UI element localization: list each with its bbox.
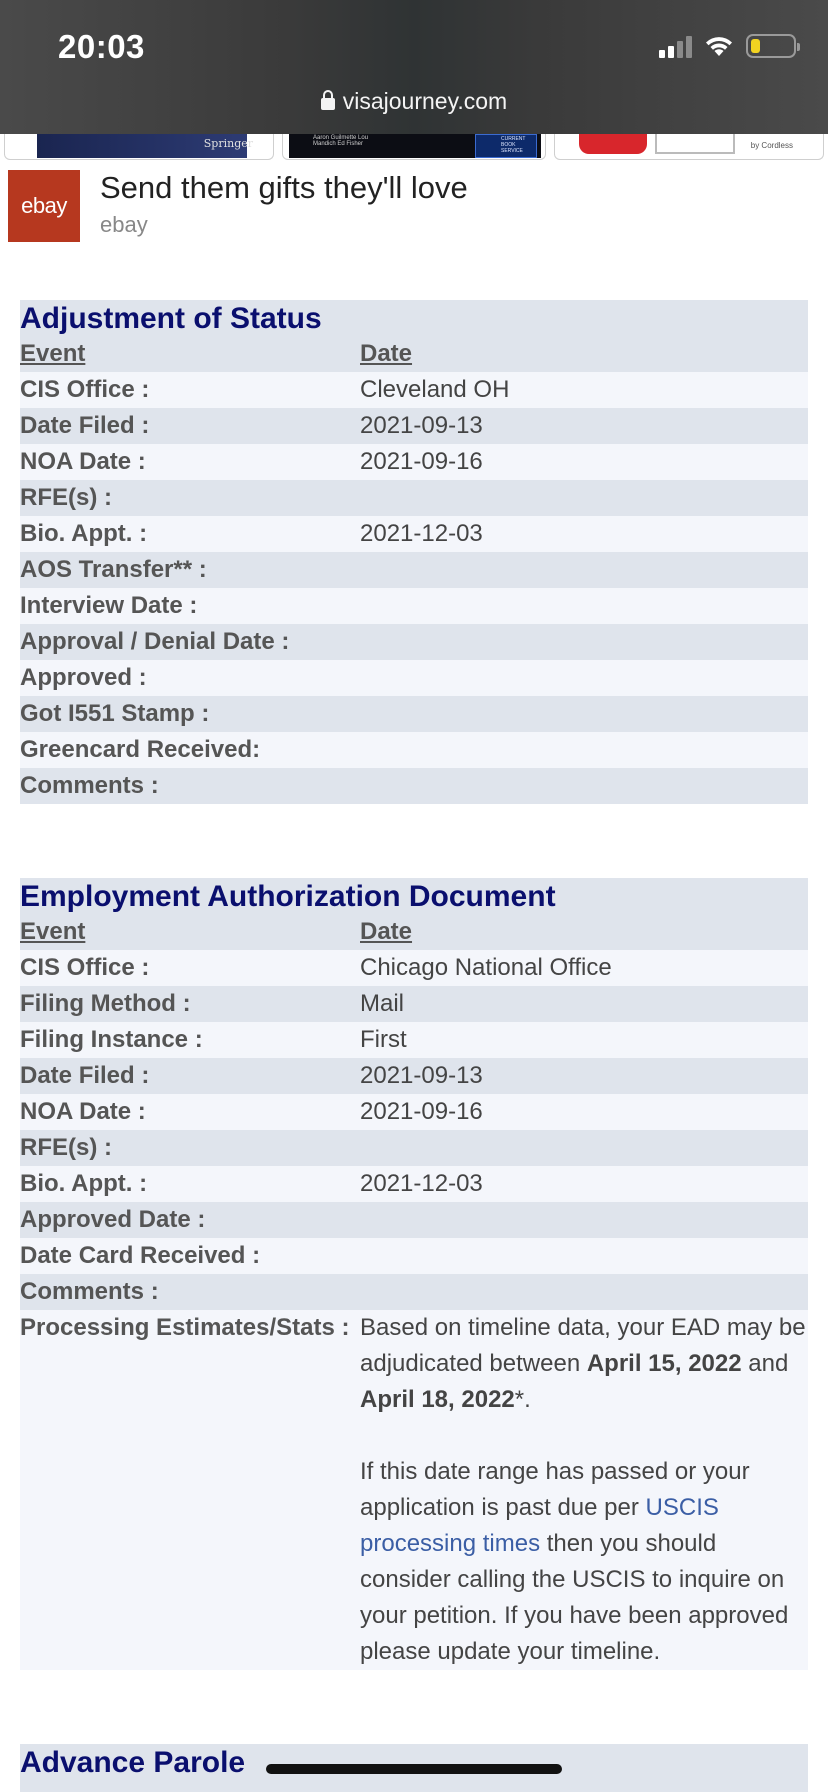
row-label: Processing Estimates/Stats : — [20, 1314, 350, 1341]
battery-icon — [746, 34, 796, 58]
ebay-logo: ebay — [8, 170, 80, 242]
table-row — [20, 1238, 808, 1274]
row-value — [360, 660, 808, 696]
row-value: 2021-09-16 — [360, 448, 483, 475]
aos-section — [20, 300, 808, 804]
estimate-text: and — [741, 1350, 789, 1377]
section-title: Employment Authorization Document — [20, 878, 808, 914]
table-row — [20, 1022, 808, 1058]
table-header — [20, 914, 808, 950]
processing-estimate-text — [360, 1310, 808, 1670]
row-value — [360, 1274, 808, 1310]
row-value: 2021-12-03 — [360, 1170, 483, 1197]
estimate-text: Based on timeline data, your EAD may be adjudicated between — [360, 1314, 806, 1377]
row-value — [360, 696, 808, 732]
estimate-text: If this date range has passed or your application is past due per — [360, 1458, 750, 1521]
row-label: Filing Instance : — [20, 1026, 203, 1053]
table-header — [20, 336, 808, 372]
wifi-icon — [704, 34, 734, 58]
row-label: Filing Method : — [20, 990, 191, 1017]
row-label: Date Filed : — [20, 412, 150, 439]
table-row — [20, 408, 808, 444]
table-row — [20, 588, 808, 624]
row-label: Interview Date : — [20, 592, 198, 619]
ad-thumbnail-strip — [0, 134, 828, 160]
row-value — [360, 768, 808, 804]
row-label: Approval / Denial Date : — [20, 628, 290, 655]
table-row — [20, 950, 808, 986]
table-row — [20, 372, 808, 408]
table-row — [20, 516, 808, 552]
row-label: RFE(s) : — [20, 484, 112, 511]
estimate-text: then you should consider calling the USCIS to inquire on your petition. If you have been approved please update your timeline. — [360, 1530, 789, 1665]
row-value: 2021-09-16 — [360, 1098, 483, 1125]
table-row — [20, 624, 808, 660]
lock-icon — [321, 98, 335, 110]
row-label: Greencard Received: — [20, 736, 261, 763]
row-label: Comments : — [20, 772, 159, 799]
uscis-processing-times-link[interactable]: USCIS processing times — [360, 1494, 719, 1557]
cellular-signal-icon — [659, 34, 692, 58]
row-value — [360, 480, 808, 516]
ad-thumbnail[interactable] — [4, 134, 274, 160]
col-date: Date — [360, 918, 413, 945]
estimate-end-date: April 18, 2022 — [360, 1386, 515, 1413]
table-row — [20, 696, 808, 732]
ad-title[interactable]: Send them gifts they'll love — [100, 170, 468, 205]
table-row — [20, 986, 808, 1022]
row-label: Date Card Received : — [20, 1242, 261, 1269]
row-label: Got I551 Stamp : — [20, 700, 210, 727]
row-value — [360, 732, 808, 768]
status-time: 20:03 — [58, 28, 145, 65]
row-label: CIS Office : — [20, 376, 150, 403]
row-value — [360, 588, 808, 624]
ad-thumbnail[interactable] — [554, 134, 824, 160]
row-label: Approved Date : — [20, 1206, 206, 1233]
ad-source: ebay — [100, 212, 148, 237]
row-value: 2021-09-13 — [360, 1062, 483, 1089]
row-value: Chicago National Office — [360, 954, 612, 981]
row-label: NOA Date : — [20, 1098, 146, 1125]
row-value — [360, 1202, 808, 1238]
table-header — [20, 1780, 808, 1792]
ad-thumbnail[interactable] — [282, 134, 546, 160]
row-value: Cleveland OH — [360, 376, 510, 403]
table-row — [20, 1166, 808, 1202]
status-icons — [659, 34, 796, 58]
table-row — [20, 768, 808, 804]
row-value: 2021-12-03 — [360, 520, 483, 547]
table-row — [20, 1058, 808, 1094]
table-row — [20, 1094, 808, 1130]
ead-section — [20, 878, 808, 1670]
table-row — [20, 444, 808, 480]
row-label: CIS Office : — [20, 954, 150, 981]
table-row — [20, 552, 808, 588]
table-row — [20, 1202, 808, 1238]
home-indicator[interactable] — [266, 1764, 562, 1774]
row-label: Bio. Appt. : — [20, 1170, 148, 1197]
row-value: Mail — [360, 990, 405, 1017]
ebay-ad[interactable] — [8, 170, 820, 242]
section-title: Advance Parole — [20, 1744, 808, 1780]
row-value: First — [360, 1026, 407, 1053]
row-label: Date Filed : — [20, 1062, 150, 1089]
row-label: RFE(s) : — [20, 1134, 112, 1161]
thumb-label: by Cordless — [750, 141, 793, 150]
section-title: Adjustment of Status — [20, 300, 808, 336]
row-label: Comments : — [20, 1278, 159, 1305]
row-label: Bio. Appt. : — [20, 520, 148, 547]
table-row — [20, 732, 808, 768]
table-row — [20, 660, 808, 696]
row-value — [360, 624, 808, 660]
row-label: AOS Transfer** : — [20, 556, 207, 583]
address-bar[interactable] — [0, 88, 828, 115]
col-event: Event — [20, 340, 86, 367]
processing-estimates-row — [20, 1310, 808, 1670]
row-value: 2021-09-13 — [360, 412, 483, 439]
table-row — [20, 1274, 808, 1310]
thumb-label: Aaron Guilmette Lou Mandich Ed Fisher — [313, 135, 369, 147]
row-label: NOA Date : — [20, 448, 146, 475]
col-event: Event — [20, 918, 86, 945]
url-text: visajourney.com — [342, 88, 508, 114]
row-label: Approved : — [20, 664, 147, 691]
thumb-badge: CURRENT BOOK SERVICE — [501, 136, 526, 154]
table-row — [20, 1130, 808, 1166]
table-row — [20, 480, 808, 516]
estimate-text: *. — [514, 1386, 531, 1413]
row-value — [360, 552, 808, 588]
thumb-label: Springer — [203, 137, 253, 150]
estimate-start-date: April 15, 2022 — [586, 1350, 742, 1377]
col-date: Date — [360, 340, 413, 367]
row-value — [360, 1130, 808, 1166]
row-value — [360, 1238, 808, 1274]
browser-top-bar — [0, 0, 828, 134]
